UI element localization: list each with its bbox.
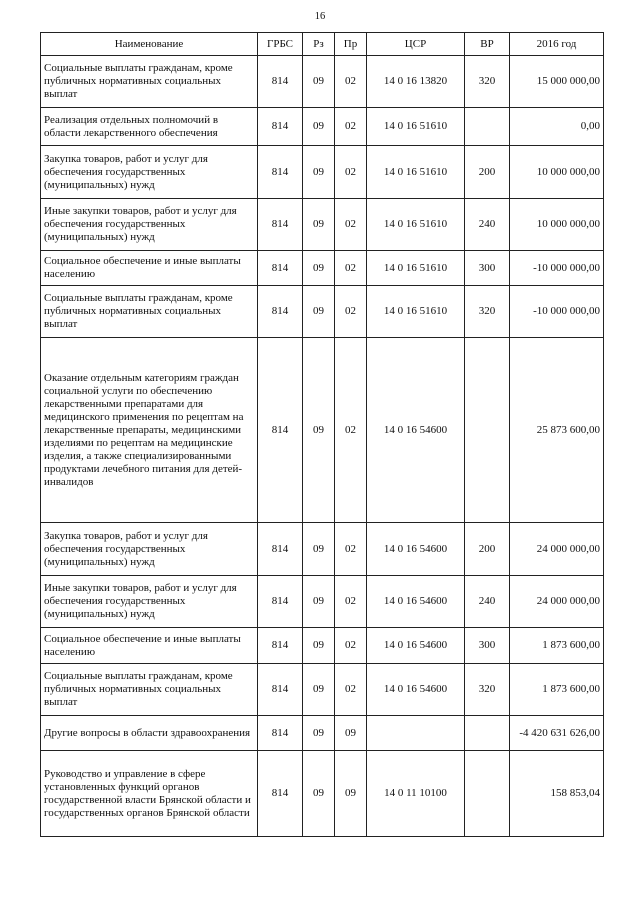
row-name: Социальные выплаты гражданам, кроме публичных нормативных социальных выплат — [41, 286, 258, 338]
row-rz: 09 — [303, 628, 335, 664]
row-rz: 09 — [303, 146, 335, 199]
row-vr: 200 — [465, 523, 510, 576]
header-pr: Пр — [335, 33, 367, 56]
table-row — [41, 664, 604, 716]
row-csr: 14 0 11 10100 — [367, 751, 465, 837]
header-rz: Рз — [303, 33, 335, 56]
row-grbs: 814 — [258, 251, 303, 286]
row-rz: 09 — [303, 108, 335, 146]
row-name: Социальные выплаты гражданам, кроме публичных нормативных социальных выплат — [41, 56, 258, 108]
row-pr: 02 — [335, 523, 367, 576]
row-amount: 15 000 000,00 — [510, 56, 604, 108]
row-name: Оказание отдельным категориям граждан социальной услуги по обеспечению лекарственными препаратами для медицинского применения по рецептам на лекарственные препараты, медицинскими изделиями по рецептам на медицинские изделия, а также специализированными продуктами лечебного питания для детей-инвалидов — [41, 338, 258, 523]
row-csr: 14 0 16 54600 — [367, 628, 465, 664]
header-csr: ЦСР — [367, 33, 465, 56]
row-name: Закупка товаров, работ и услуг для обеспечения государственных (муниципальных) нужд — [41, 523, 258, 576]
table-row — [41, 286, 604, 338]
row-rz: 09 — [303, 716, 335, 751]
table-row — [41, 338, 604, 523]
row-name: Иные закупки товаров, работ и услуг для обеспечения государственных (муниципальных) нужд — [41, 576, 258, 628]
row-pr: 02 — [335, 576, 367, 628]
row-rz: 09 — [303, 199, 335, 251]
row-amount: -4 420 631 626,00 — [510, 716, 604, 751]
row-csr: 14 0 16 54600 — [367, 576, 465, 628]
row-grbs: 814 — [258, 751, 303, 837]
row-name: Руководство и управление в сфере установленных функций органов государственной власти Брянской области и государственных органов Брянской области — [41, 751, 258, 837]
row-amount: 25 873 600,00 — [510, 338, 604, 523]
row-rz: 09 — [303, 664, 335, 716]
row-amount: 158 853,04 — [510, 751, 604, 837]
row-vr: 200 — [465, 146, 510, 199]
row-name: Иные закупки товаров, работ и услуг для обеспечения государственных (муниципальных) нужд — [41, 199, 258, 251]
row-grbs: 814 — [258, 628, 303, 664]
row-csr: 14 0 16 54600 — [367, 523, 465, 576]
row-name: Социальное обеспечение и иные выплаты населению — [41, 251, 258, 286]
row-vr — [465, 338, 510, 523]
row-name: Закупка товаров, работ и услуг для обеспечения государственных (муниципальных) нужд — [41, 146, 258, 199]
row-rz: 09 — [303, 56, 335, 108]
row-rz: 09 — [303, 251, 335, 286]
header-vr: ВР — [465, 33, 510, 56]
table-header-row — [41, 33, 604, 56]
row-grbs: 814 — [258, 286, 303, 338]
row-vr: 240 — [465, 199, 510, 251]
row-grbs: 814 — [258, 108, 303, 146]
row-grbs: 814 — [258, 523, 303, 576]
header-year: 2016 год — [510, 33, 604, 56]
row-csr: 14 0 16 13820 — [367, 56, 465, 108]
row-amount: 1 873 600,00 — [510, 664, 604, 716]
row-amount: 10 000 000,00 — [510, 199, 604, 251]
row-grbs: 814 — [258, 664, 303, 716]
row-pr: 02 — [335, 628, 367, 664]
row-rz: 09 — [303, 338, 335, 523]
row-pr: 02 — [335, 251, 367, 286]
table-row — [41, 628, 604, 664]
row-vr — [465, 108, 510, 146]
table-row — [41, 146, 604, 199]
row-rz: 09 — [303, 751, 335, 837]
row-vr: 240 — [465, 576, 510, 628]
table-row — [41, 751, 604, 837]
header-grbs: ГРБС — [258, 33, 303, 56]
row-rz: 09 — [303, 286, 335, 338]
row-pr: 09 — [335, 751, 367, 837]
row-name: Реализация отдельных полномочий в области лекарственного обеспечения — [41, 108, 258, 146]
row-pr: 02 — [335, 664, 367, 716]
row-csr: 14 0 16 54600 — [367, 664, 465, 716]
row-csr: 14 0 16 51610 — [367, 286, 465, 338]
row-grbs: 814 — [258, 146, 303, 199]
table-row — [41, 251, 604, 286]
row-vr: 300 — [465, 628, 510, 664]
table-row — [41, 199, 604, 251]
row-pr: 02 — [335, 338, 367, 523]
table-row — [41, 716, 604, 751]
row-grbs: 814 — [258, 56, 303, 108]
row-csr: 14 0 16 51610 — [367, 146, 465, 199]
table-row — [41, 108, 604, 146]
row-pr: 02 — [335, 146, 367, 199]
row-csr: 14 0 16 51610 — [367, 108, 465, 146]
row-pr: 02 — [335, 286, 367, 338]
table-row — [41, 56, 604, 108]
row-name: Социальное обеспечение и иные выплаты населению — [41, 628, 258, 664]
row-grbs: 814 — [258, 199, 303, 251]
row-csr: 14 0 16 51610 — [367, 251, 465, 286]
row-pr: 09 — [335, 716, 367, 751]
row-vr — [465, 716, 510, 751]
row-amount: -10 000 000,00 — [510, 286, 604, 338]
header-name: Наименование — [41, 33, 258, 56]
row-amount: 0,00 — [510, 108, 604, 146]
row-vr: 320 — [465, 286, 510, 338]
row-pr: 02 — [335, 56, 367, 108]
table-row — [41, 576, 604, 628]
row-rz: 09 — [303, 523, 335, 576]
row-vr: 320 — [465, 664, 510, 716]
row-pr: 02 — [335, 199, 367, 251]
row-name: Социальные выплаты гражданам, кроме публичных нормативных социальных выплат — [41, 664, 258, 716]
row-amount: -10 000 000,00 — [510, 251, 604, 286]
table-row — [41, 523, 604, 576]
row-amount: 24 000 000,00 — [510, 576, 604, 628]
row-grbs: 814 — [258, 338, 303, 523]
row-rz: 09 — [303, 576, 335, 628]
row-vr — [465, 751, 510, 837]
row-amount: 1 873 600,00 — [510, 628, 604, 664]
row-grbs: 814 — [258, 716, 303, 751]
row-csr: 14 0 16 54600 — [367, 338, 465, 523]
row-csr: 14 0 16 51610 — [367, 199, 465, 251]
row-vr: 320 — [465, 56, 510, 108]
row-pr: 02 — [335, 108, 367, 146]
row-csr — [367, 716, 465, 751]
row-vr: 300 — [465, 251, 510, 286]
row-grbs: 814 — [258, 576, 303, 628]
row-name: Другие вопросы в области здравоохранения — [41, 716, 258, 751]
row-amount: 24 000 000,00 — [510, 523, 604, 576]
budget-table — [40, 32, 604, 837]
page-number: 16 — [314, 11, 326, 22]
row-amount: 10 000 000,00 — [510, 146, 604, 199]
